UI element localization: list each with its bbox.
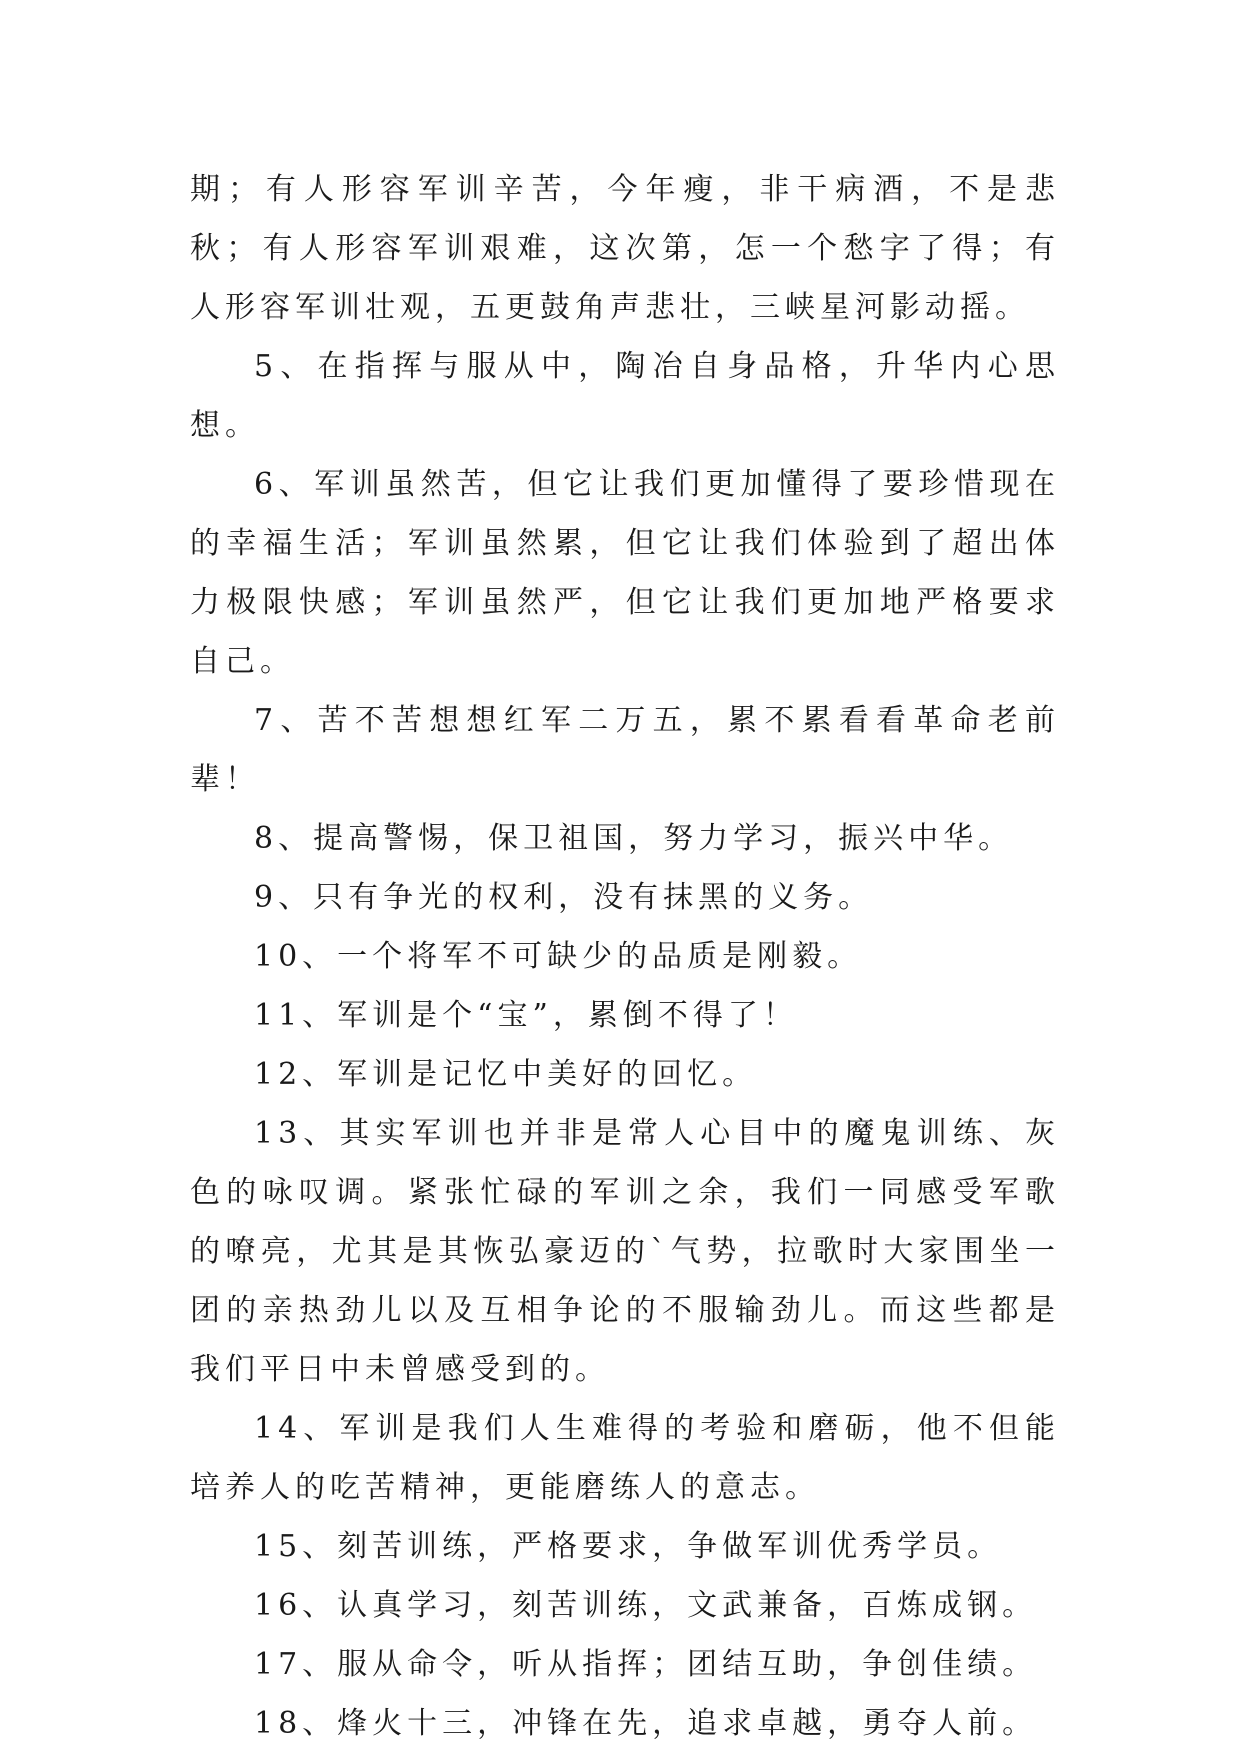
paragraph-item-11: 11、军训是个“宝”，累倒不得了！ (254, 998, 798, 1033)
paragraph-item-14: 14、军训是我们人生难得的考验和磨砺，他不但能培养人的吃苦精神，更能磨练人的意志。 (190, 1411, 1060, 1505)
paragraph-item-13: 13、其实军训也并非是常人心目中的魔鬼训练、灰色的咏叹调。紧张忙碌的军训之余，我们一同感受军歌的嘹亮，尤其是其恢弘豪迈的`气势，拉歌时大家围坐一团的亲热劲儿以及互相争论的不服输劲儿。而这些都是我们平日中未曾感受到的。 (190, 1116, 1060, 1387)
paragraph-item-16: 16、认真学习，刻苦训练，文武兼备，百炼成钢。 (254, 1588, 1038, 1623)
paragraph-item-6: 6、军训虽然苦，但它让我们更加懂得了要珍惜现在的幸福生活；军训虽然累，但它让我们体验到了超出体力极限快感；军训虽然严，但它让我们更加地严格要求自己。 (190, 467, 1060, 679)
paragraph-item-18: 18、烽火十三，冲锋在先，追求卓越，勇夺人前。 (254, 1706, 1038, 1741)
paragraph-continuation: 期；有人形容军训辛苦，今年瘦，非干病酒，不是悲秋；有人形容军训艰难，这次第，怎一个愁字了得；有人形容军训壮观，五更鼓角声悲壮，三峡星河影动摇。 (190, 172, 1060, 325)
paragraph-item-8: 8、提高警惕，保卫祖国，努力学习，振兴中华。 (254, 821, 1014, 856)
paragraph-item-10: 10、一个将军不可缺少的品质是刚毅。 (254, 939, 863, 974)
paragraph-item-7: 7、苦不苦想想红军二万五，累不累看看革命老前辈！ (190, 703, 1060, 797)
paragraph-item-5: 5、在指挥与服从中，陶冶自身品格，升华内心思想。 (190, 349, 1060, 443)
paragraph-item-12: 12、军训是记忆中美好的回忆。 (254, 1057, 758, 1092)
paragraph-item-15: 15、刻苦训练，严格要求，争做军训优秀学员。 (254, 1529, 1003, 1564)
paragraph-item-17: 17、服从命令，听从指挥；团结互助，争创佳绩。 (254, 1647, 1038, 1682)
paragraph-item-9: 9、只有争光的权利，没有抹黑的义务。 (254, 880, 874, 915)
document-body (190, 160, 1060, 1753)
